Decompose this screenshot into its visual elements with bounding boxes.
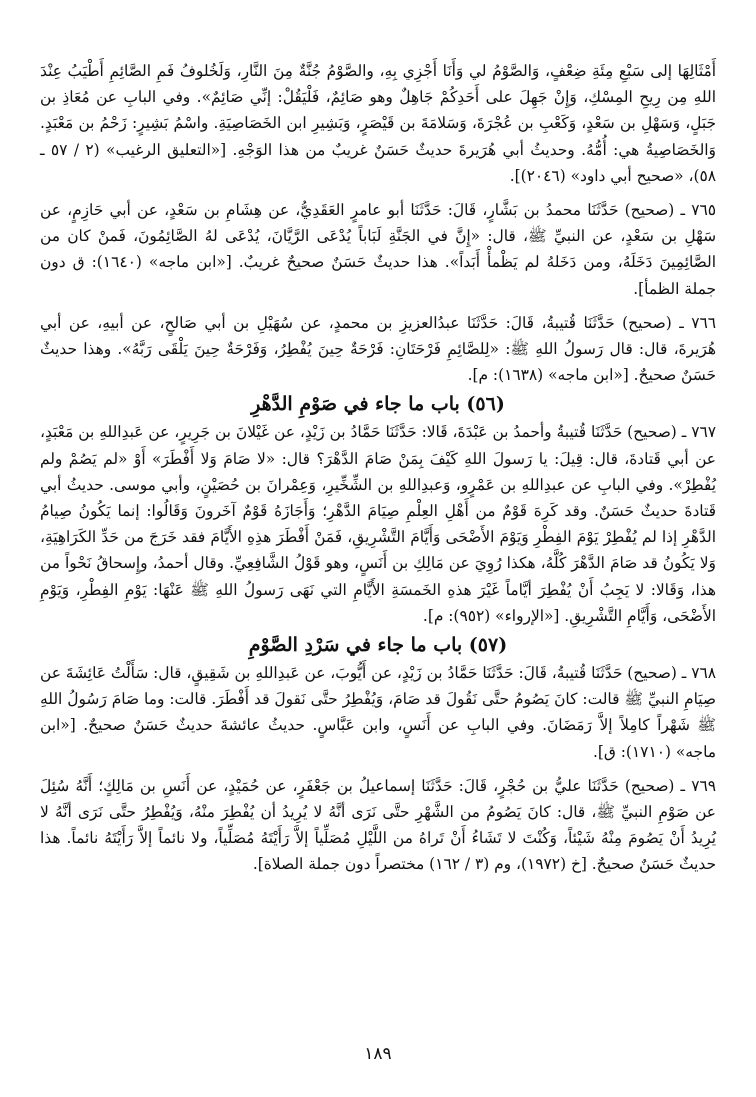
page-number: ١٨٩ <box>364 1044 392 1064</box>
chapter-heading-56: (٥٦) باب ما جاء في صَوْمِ الدَّهْرِ <box>251 393 505 416</box>
hadith-768: ٧٦٨ ـ (صحيح) حَدَّثَنَا قُتيبةُ، قَالَ: حَدَّثَنَا حَمَّادُ بن زَيْدٍ، عن أَيُّوبَ، عن عَبدِاللهِ بن شَقِيقٍ، قال: سَأَلْتُ عَائِشَةَ عن صِيَامِ النبيِّ ﷺ قالت: كانَ يَصُومُ حتَّى نَقُولَ قد صَامَ، وَيُفْطِرُ حتَّى نَقولَ قد أَفْطَرَ. قالت: وما صَامَ رَسُولُ اللهِ ﷺ شَهْراً كامِلاً إلاَّ رَمَضَانَ. وفي البابِ عن أَنَسٍ، وابن عَبَّاسٍ. حديثُ عائشةَ حديثٌ حَسَنٌ صحيحٌ. [«ابن ماجه» (١٧١٠): ق]. <box>40 664 716 761</box>
hadith-769: ٧٦٩ ـ (صحيح) حَدَّثَنَا عليُّ بن حُجْرٍ، قَالَ: حَدَّثَنَا إسماعيلُ بن جَعْفَرٍ، عن حُمَيْدٍ، عن أَنَسِ بن مَالِكٍ؛ أَنَّهُ سُئِلَ عن صَوْمِ النبيِّ ﷺ، قال: كانَ يَصُومُ من الشَّهْرِ حتَّى نَرَى أنَّهُ لا يُرِيدُ أن يُفْطِرَ منْهُ، وَيُفْطِرُ حتَّى نَرَى أنَّهُ لا يُرِيدُ أَنْ يَصُومَ مِنْهُ شَيْئاً، وَكُنْتَ لا تَشَاءُ أَنْ تَراهُ من اللَّيْلِ مُصَلِّياً إلاَّ رَأَيْتَهُ مُصَلِّياً، ولا نائماً إلاَّ رَأَيْتَهُ نائماً. هذا حديثٌ حَسَنٌ صحيحٌ. [خ (١٩٧٢)، وم (٣ / ١٦٢) مختصراً دون جملة الصلاة]. <box>40 776 716 874</box>
chapter-heading-57: (٥٧) باب ما جاء في سَرْدِ الصَّوْمِ <box>248 634 508 657</box>
hadith-766: ٧٦٦ ـ (صحيح) حَدَّثَنَا قُتيبةُ، قَالَ: حَدَّثَنَا عبدُالعزيزِ بن محمدٍ، عن سُهَيْلِ بن أبي صَالحٍ، عن أبيهِ، عن أبي هُرَيرةَ، قال: قال رَسولُ اللهِ ﷺ: «لِلصَّائِمِ فَرْحَتَانِ: فَرْحَةٌ حِينَ يُفْطِرُ، وَفَرْحَةٌ حِينَ يَلْقَى رَبَّهُ». وهذا حديثٌ حَسَنٌ صحيحٌ. [«ابن ماجه» (١٦٣٨): م]. <box>40 313 716 385</box>
paragraph-continuation: أَمْثَالِهَا إلى سَبْعِ مِئَةِ ضِعْفٍ، وَالصَّوْمُ لي وَأَنَا أَجْزِي بِهِ، والصَّوْمُ جُنَّةٌ مِنَ النَّارِ، وَلَخُلوفُ فَمِ الصَّائِمِ أَطْيَبُ عِنْدَ اللهِ مِن رِيحِ المِسْكِ، وَإِنْ جَهِلَ على أَحَدِكُمْ جَاهِلٌ وهو صَائِمٌ، فَلْيَقُلْ: إنِّي صَائِمٌ». وفي البابِ عن مُعَاذِ بن جَبَلٍ، وَسَهْلِ بن سَعْدٍ، وَكَعْبِ بن عُجْرَةَ، وَسَلامَةَ بن قَيْصَرٍ، وَبَشِيرِ ابن الخَصَاصِيَةِ. واسْمُ بَشِيرٍ: زَحْمُ بن مَعْبَدٍ. وَالخَصَاصِيةُ هي: أُمُّهُ. وحديثُ أبي هُرَيرةَ حديثٌ حَسَنٌ غريبٌ من هذا الوَجْهِ. [«التعليق الرغيب» (٢ / ٥٧ ـ ٥٨)، «صحيح أبي داود» (٢٠٤٦)]. <box>40 62 716 185</box>
hadith-767: ٧٦٧ ـ (صحيح) حَدَّثَنَا قُتيبةُ وأحمدُ بن عَبْدَةَ، قَالا: حَدَّثَنَا حَمَّادُ بن زَيْدٍ، عن غَيْلانَ بن جَرِيرٍ، عن عَبدِاللهِ بن مَعْبَدٍ، عن أبي قَتادةَ، قال: قِيلَ: يا رَسولَ اللهِ كَيْفَ بِمَنْ صَامَ الدَّهْرَ؟ قال: «لا صَامَ وَلا أَفْطَرَ» أَوْ «لم يَصُمْ ولم يُفْطِرْ». وفي البابِ عن عبدِاللهِ بن عَمْرٍو، وَعبدِاللهِ بن الشِّخِّيرِ، وَعِمْرانَ بن حُصَيْنٍ، وأبي موسى. حديثُ أبي قَتادةَ حديثٌ حَسَنٌ. وقد كَرِهَ قَوْمٌ من أَهْلِ العِلْمِ صِيَامَ الدَّهْرِ؛ وَأَجَازَهُ قَوْمٌ آخَرونَ وَقَالُوا: إنما يَكُونُ صِيامُ الدَّهْرِ إذا لم يُفْطِرْ يَوْمَ الفِطْرِ وَيَوْمَ الأَضْحَى وَأَيَّامَ التَّشْرِيقِ، فَمَنْ أَفْطَرَ هذِهِ الأَيَّامَ فقد خَرَجَ من حَدِّ الكَرَاهِيَةِ، وَلا يَكُونُ قد صَامَ الدَّهْرَ كُلَّهُ، هكذا رُوِيَ عن مَالِكِ بن أَنَسٍ، وهو قَوْلُ الشَّافِعِيِّ. وقال أحمدُ، وإِسحاقُ نَحْواً من هذا، وَقَالا: لا يَجِبُ أَنْ يُفْطِرَ أيَّاماً غَيْرَ هذهِ الخَمسَةِ الأَيَّامِ التي نَهَى رَسولُ اللهِ ﷺ عَنْهَا: يَوْمِ الفِطْرِ، وَيَوْمِ الأَضْحَى، وَأَيَّامِ التَّشْرِيقِ. [«الإرواء» (٩٥٢): م]. <box>40 423 716 625</box>
hadith-765: ٧٦٥ ـ (صحيح) حَدَّثَنَا محمدُ بن بَشَّارٍ، قَالَ: حَدَّثَنَا أبو عامرٍ العَقَدِيُّ، عن هِشَامِ بن سَعْدٍ، عن أبي حَازِمٍ، عن سَهْلِ بن سَعْدٍ، عن النبيِّ ﷺ، قال: «إِنَّ في الجَنَّةِ لَبَاباً يُدْعَى الرَّيَّانَ، يُدْعَى لهُ الصَّائِمُونَ، فَمنْ كان من الصَّائِمِينَ دَخَلَهُ، ومن دَخَلهُ لم يَظْمأْ أَبَداً». هذا حديثٌ حَسَنٌ صحيحٌ غريبٌ. [«ابن ماجه» (١٦٤٠): ق دون جملة الظمأ]. <box>40 201 716 298</box>
